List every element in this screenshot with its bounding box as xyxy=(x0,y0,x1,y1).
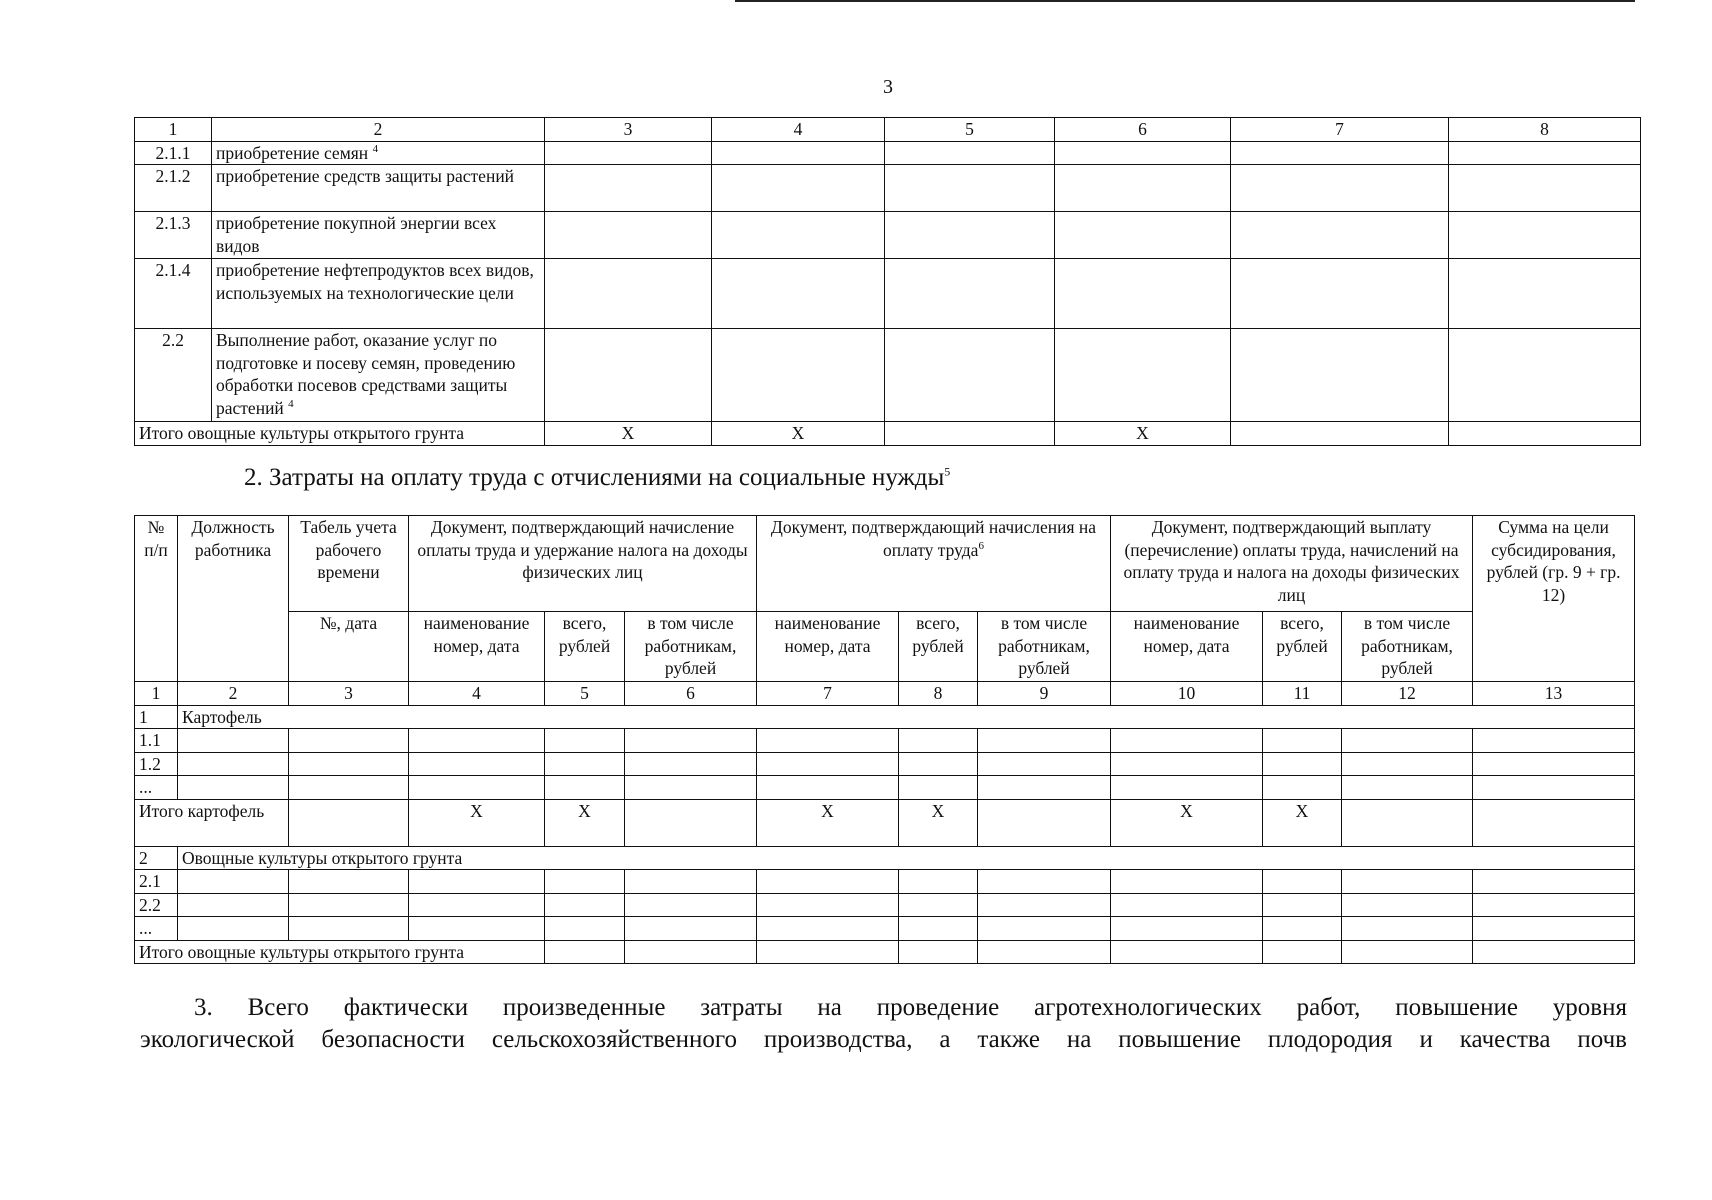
row-number: 2.1.3 xyxy=(135,212,212,259)
section-3-paragraph-line-1: 3. Всего фактически произведенные затраты на проведение агротехнологических работ, повышение уровня xyxy=(194,994,1627,1021)
col-number: 9 xyxy=(978,682,1111,706)
header-doc-payment: Документ, подтверждающий выплату (перечисление) оплаты труда, начислений на оплату труда и налога на доходы физических лиц xyxy=(1111,516,1473,612)
table-row xyxy=(135,259,1641,329)
group-number: 1 xyxy=(135,705,178,729)
row-label: приобретение нефтепродуктов всех видов, используемых на технологические цели xyxy=(212,259,545,329)
total-label: Итого овощные культуры открытого грунта xyxy=(135,422,545,446)
t1-col-8: 8 xyxy=(1449,118,1641,142)
table-row xyxy=(135,752,1635,776)
table-row xyxy=(135,870,1635,894)
x-mark: X xyxy=(712,422,885,446)
x-mark: X xyxy=(899,799,978,846)
row-number: 2.2 xyxy=(135,329,212,422)
row-label: приобретение покупной энергии всех видов xyxy=(212,212,545,259)
group-number: 2 xyxy=(135,846,178,870)
total-label: Итого картофель xyxy=(135,799,289,846)
table-row xyxy=(135,141,1641,165)
sub-total: всего, рублей xyxy=(1263,612,1342,682)
table-row xyxy=(135,729,1635,753)
x-mark: X xyxy=(545,422,712,446)
col-number: 5 xyxy=(545,682,625,706)
sub-number-date: №, дата xyxy=(289,612,409,682)
row-label: приобретение семян $^4$ xyxy=(212,141,545,165)
col-number: 6 xyxy=(625,682,757,706)
t1-col-5: 5 xyxy=(885,118,1055,142)
row-number: ... xyxy=(135,917,178,941)
row-number: 2.1.2 xyxy=(135,165,212,212)
table-row xyxy=(135,212,1641,259)
labor-costs-table xyxy=(134,515,1635,964)
col-number: 3 xyxy=(289,682,409,706)
group-row-potato xyxy=(135,705,1635,729)
row-number: 2.1.1 xyxy=(135,141,212,165)
t1-col-3: 3 xyxy=(545,118,712,142)
header-number: № п/п xyxy=(135,516,178,682)
page-number: 3 xyxy=(883,76,893,98)
group-label: Овощные культуры открытого грунта xyxy=(178,846,1635,870)
t1-col-2: 2 xyxy=(212,118,545,142)
col-number: 8 xyxy=(899,682,978,706)
x-mark: X xyxy=(1263,799,1342,846)
x-mark: X xyxy=(1055,422,1231,446)
t1-col-6: 6 xyxy=(1055,118,1231,142)
row-number: ... xyxy=(135,776,178,800)
header-subsidy-sum: Сумма на цели субсидирования, рублей (гр. 9 + гр. 12) xyxy=(1473,516,1635,682)
table-row xyxy=(135,917,1635,941)
section-3-paragraph-line-2: экологической безопасности сельскохозяйственного производства, а также на повышение плодородия и качества почв xyxy=(140,1026,1627,1053)
col-number: 13 xyxy=(1473,682,1635,706)
header-position: Должность работника xyxy=(178,516,289,682)
t1-col-7: 7 xyxy=(1231,118,1449,142)
sub-total: всего, рублей xyxy=(899,612,978,682)
sub-name: наименование номер, дата xyxy=(757,612,899,682)
total-label: Итого овощные культуры открытого грунта xyxy=(135,940,545,964)
header-doc-charges: Документ, подтверждающий начисления на оплату труда$^6$ xyxy=(757,516,1111,612)
header-timesheet: Табель учета рабочего времени xyxy=(289,516,409,612)
row-label: приобретение средств защиты растений xyxy=(212,165,545,212)
table-row xyxy=(135,776,1635,800)
col-number: 1 xyxy=(135,682,178,706)
t1-col-1: 1 xyxy=(135,118,212,142)
sub-name: наименование номер, дата xyxy=(409,612,545,682)
table-row xyxy=(135,329,1641,422)
table-row xyxy=(135,893,1635,917)
sub-total: всего, рублей xyxy=(545,612,625,682)
col-number: 4 xyxy=(409,682,545,706)
col-number: 10 xyxy=(1111,682,1263,706)
row-number: 2.1.4 xyxy=(135,259,212,329)
sub-workers: в том числе работникам, рублей xyxy=(625,612,757,682)
col-number: 12 xyxy=(1342,682,1473,706)
col-number: 11 xyxy=(1263,682,1342,706)
x-mark: X xyxy=(409,799,545,846)
x-mark: X xyxy=(757,799,899,846)
costs-table-1 xyxy=(134,117,1641,446)
row-number: 2.1 xyxy=(135,870,178,894)
x-mark: X xyxy=(1111,799,1263,846)
row-number: 2.2 xyxy=(135,893,178,917)
t1-col-4: 4 xyxy=(712,118,885,142)
total-row-vegetables xyxy=(135,940,1635,964)
sub-workers: в том числе работникам, рублей xyxy=(978,612,1111,682)
section-2-heading: 2. Затраты на оплату труда с отчислениями на социальные нужды$^5$ xyxy=(244,464,951,491)
col-number: 2 xyxy=(178,682,289,706)
header-doc-accrual: Документ, подтверждающий начисление оплаты труда и удержание налога на доходы физических лиц xyxy=(409,516,757,612)
row-label: Выполнение работ, оказание услуг по подготовке и посеву семян, проведению обработки посевов средствами защиты растений $^4$ xyxy=(212,329,545,422)
sub-name: наименование номер, дата xyxy=(1111,612,1263,682)
table1-total-row xyxy=(135,422,1641,446)
sub-workers: в том числе работникам, рублей xyxy=(1342,612,1473,682)
col-number: 7 xyxy=(757,682,899,706)
table2-header-row xyxy=(135,516,1635,612)
table1-header-row xyxy=(135,118,1641,142)
table2-subheader-row xyxy=(135,612,1635,682)
group-label: Картофель xyxy=(178,705,1635,729)
top-border-line xyxy=(735,0,1635,2)
group-row-vegetables xyxy=(135,846,1635,870)
row-number: 1.2 xyxy=(135,752,178,776)
table2-colnum-row xyxy=(135,682,1635,706)
row-number: 1.1 xyxy=(135,729,178,753)
x-mark: X xyxy=(545,799,625,846)
total-row-potato xyxy=(135,799,1635,846)
table-row xyxy=(135,165,1641,212)
